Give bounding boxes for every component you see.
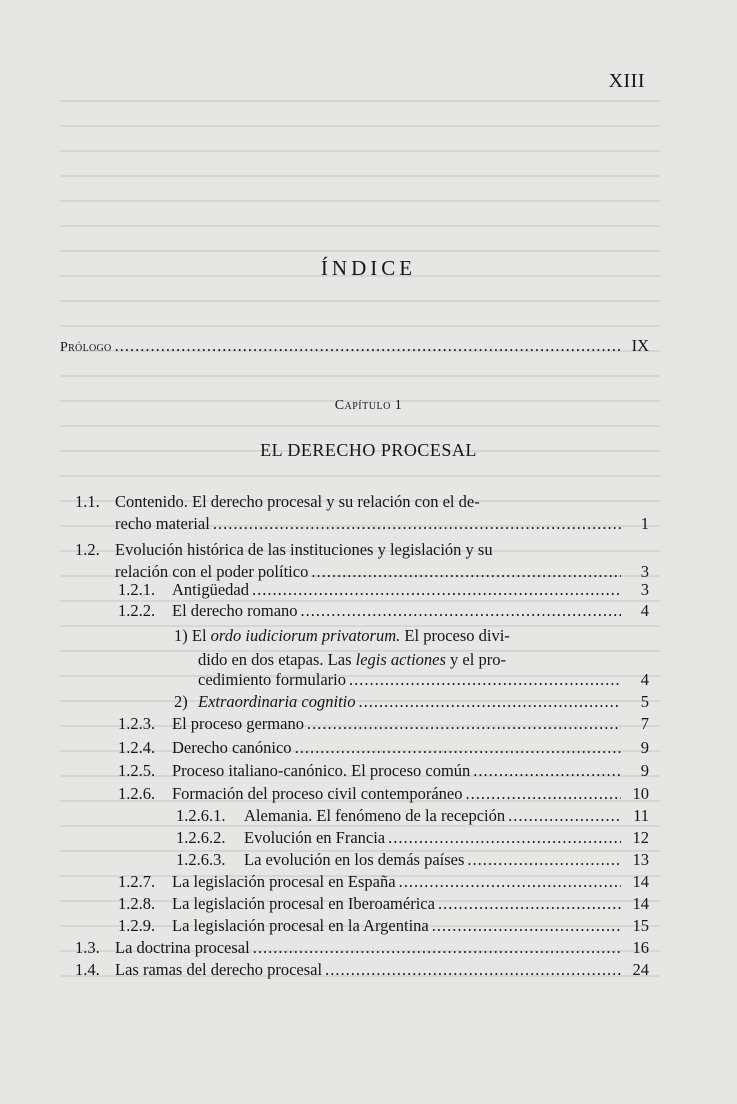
toc-page: 4 bbox=[640, 601, 649, 620]
toc-page: 10 bbox=[632, 784, 649, 803]
toc-page: 11 bbox=[633, 806, 649, 825]
toc-number: 1.2.8. bbox=[118, 894, 156, 913]
toc-entry-text: Extraordinaria cognitio bbox=[198, 692, 356, 711]
toc-entry-text: Derecho canónico bbox=[172, 738, 292, 757]
toc-number: 1.3. bbox=[75, 938, 100, 957]
leader-dots bbox=[473, 761, 621, 781]
toc-entry-text: La legislación procesal en España bbox=[172, 872, 396, 891]
toc-entry-text: El derecho romano bbox=[172, 601, 298, 620]
toc-number: 1.2.4. bbox=[118, 738, 156, 757]
toc-entry-text: Antigüedad bbox=[172, 580, 249, 599]
toc-entry-text: cedimiento formulario bbox=[198, 670, 346, 689]
toc-entry-text: La evolución en los demás países bbox=[244, 850, 465, 869]
leader-dots bbox=[359, 692, 621, 712]
toc-number: 1.2.5. bbox=[118, 761, 156, 780]
leader-dots bbox=[467, 850, 621, 870]
toc-entry bbox=[176, 850, 649, 870]
toc-number: 1.1. bbox=[75, 492, 100, 511]
toc-number: 1) bbox=[174, 626, 188, 645]
toc-entry bbox=[118, 601, 649, 621]
toc-entry bbox=[75, 938, 649, 958]
toc-entry-text: El proceso germano bbox=[172, 714, 304, 733]
toc-number: 1.2.1. bbox=[118, 580, 156, 599]
toc-entry bbox=[118, 894, 649, 914]
leader-dots bbox=[253, 938, 621, 958]
toc-entry-text: Evolución en Francia bbox=[244, 828, 386, 847]
toc-entry bbox=[174, 692, 649, 712]
toc-entry-text: El bbox=[191, 626, 211, 645]
toc-entry-text: recho material bbox=[115, 514, 210, 533]
toc-entry-text: Alemania. El fenómeno de la recepción bbox=[244, 806, 506, 825]
leader-dots bbox=[301, 601, 621, 621]
toc-number: 1.2.9. bbox=[118, 916, 156, 935]
leader-dots bbox=[438, 894, 621, 914]
chapter-title: EL DERECHO PROCESAL bbox=[260, 440, 477, 460]
toc-entry bbox=[118, 580, 649, 600]
toc-page: 24 bbox=[632, 960, 649, 979]
toc-entry-italic: ordo iudiciorum privatorum. bbox=[210, 626, 401, 645]
toc-entry bbox=[118, 761, 649, 781]
toc-entry-continuation bbox=[115, 514, 649, 534]
toc-number: 2) bbox=[174, 692, 188, 711]
toc-entry-text: La doctrina procesal bbox=[115, 938, 250, 957]
leader-dots bbox=[252, 580, 621, 600]
toc-page: 1 bbox=[640, 514, 649, 533]
toc-entry bbox=[75, 540, 649, 560]
toc-entry-prologo bbox=[60, 336, 649, 358]
toc-entry bbox=[118, 916, 649, 936]
toc-number: 1.2.7. bbox=[118, 872, 156, 891]
toc-page: 3 bbox=[640, 580, 649, 599]
toc-number: 1.2. bbox=[75, 540, 100, 559]
toc-entry bbox=[118, 872, 649, 892]
toc-page: 9 bbox=[640, 738, 649, 757]
leader-dots bbox=[388, 828, 621, 848]
toc-page: 9 bbox=[640, 761, 649, 780]
toc-page: 4 bbox=[640, 670, 649, 689]
toc-entry bbox=[75, 960, 649, 980]
toc-entry bbox=[176, 828, 649, 848]
toc-page: 3 bbox=[640, 562, 649, 581]
leader-dots bbox=[115, 336, 621, 356]
leader-dots bbox=[307, 714, 621, 734]
toc-page: 14 bbox=[632, 872, 649, 891]
toc-number: 1.2.6. bbox=[118, 784, 156, 803]
leader-dots bbox=[295, 738, 621, 758]
toc-entry-text: Las ramas del derecho procesal bbox=[115, 960, 323, 979]
toc-entry-text: El proceso divi- bbox=[400, 626, 510, 645]
toc-number: 1.2.6.3. bbox=[176, 850, 226, 869]
toc-entry-text: Evolución histórica de las instituciones y legislación y su bbox=[115, 540, 493, 559]
chapter-label: Capítulo 1 bbox=[334, 398, 403, 413]
toc-entry bbox=[75, 492, 649, 512]
toc-entry bbox=[176, 806, 649, 826]
leader-dots bbox=[432, 916, 621, 936]
leader-dots bbox=[349, 670, 621, 690]
toc-page: 16 bbox=[632, 938, 649, 957]
leader-dots bbox=[466, 784, 622, 804]
toc-entry-italic: legis actiones bbox=[355, 650, 446, 669]
toc-entry-text: Contenido. El derecho procesal y su relación con el de- bbox=[115, 492, 480, 511]
toc-page: 7 bbox=[640, 714, 649, 733]
toc-number: 1.2.6.1. bbox=[176, 806, 226, 825]
toc-entry-text: Proceso italiano-canónico. El proceso común bbox=[172, 761, 471, 780]
toc-entry-text: y el pro- bbox=[445, 650, 506, 669]
toc-entry-continuation bbox=[115, 562, 649, 582]
leader-dots bbox=[311, 562, 621, 582]
toc-number: 1.2.6.2. bbox=[176, 828, 226, 847]
toc-entry-continuation bbox=[198, 670, 649, 690]
toc-entry bbox=[174, 626, 510, 646]
toc-entry-text: La legislación procesal en Iberoamérica bbox=[172, 894, 435, 913]
leader-dots bbox=[399, 872, 621, 892]
toc-entry-continuation bbox=[198, 650, 506, 670]
leader-dots bbox=[508, 806, 621, 826]
toc-number: 1.4. bbox=[75, 960, 100, 979]
index-title: ÍNDICE bbox=[320, 256, 417, 280]
toc-entry-text: relación con el poder político bbox=[115, 562, 309, 581]
leader-dots bbox=[213, 514, 621, 534]
toc-number: 1.2.2. bbox=[118, 601, 156, 620]
toc-page: 15 bbox=[632, 916, 649, 935]
toc-entry bbox=[118, 714, 649, 734]
toc-number: 1.2.3. bbox=[118, 714, 156, 733]
toc-page: IX bbox=[631, 336, 649, 355]
toc-page: 13 bbox=[632, 850, 649, 869]
toc-page: 14 bbox=[632, 894, 649, 913]
toc-entry bbox=[118, 738, 649, 758]
toc-entry-label: Prólogo bbox=[60, 340, 112, 355]
toc-entry bbox=[118, 784, 649, 804]
toc-entry-text: Formación del proceso civil contemporáneo bbox=[172, 784, 463, 803]
leader-dots bbox=[325, 960, 621, 980]
toc-entry-text: dido en dos etapas. Las bbox=[198, 650, 356, 669]
page-number: XIII bbox=[608, 70, 645, 92]
toc-page: 5 bbox=[640, 692, 649, 711]
toc-entry-text: La legislación procesal en la Argentina bbox=[172, 916, 429, 935]
toc-page: 12 bbox=[632, 828, 649, 847]
